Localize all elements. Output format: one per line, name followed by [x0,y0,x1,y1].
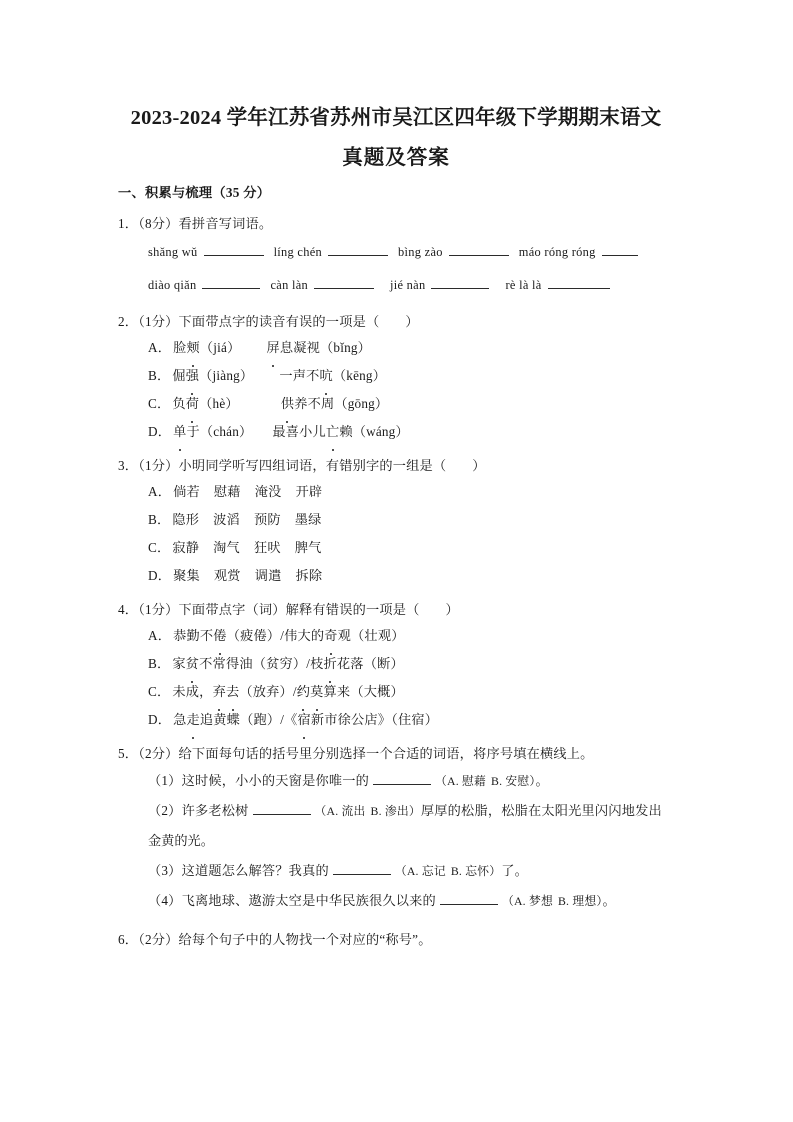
choice-b: B. 理想） [557,894,603,908]
question-5-item-1 [148,766,678,796]
answer-blank[interactable] [373,771,431,785]
choice-b: B. 忘怀） [450,864,502,878]
question-2-stem [118,311,678,332]
question-2-option-b[interactable] [148,362,678,390]
sub-text-after: 厚厚的松脂，松脂在太阳光里闪闪地发出 [420,803,662,818]
option-letter: B． [148,368,171,383]
sub-text-before: 许多老松树 [181,803,249,818]
word-item: 倘若 [173,484,200,499]
pinyin-cell [505,269,613,302]
answer-blank[interactable] [548,276,610,289]
question-1 [118,213,678,302]
question-2-option-a[interactable] [148,334,678,362]
choice-b: B. 安慰） [491,774,536,788]
pinyin-cell [390,269,493,302]
pinyin-cell [398,236,513,269]
question-4-number: 4． [118,602,139,617]
word-item: 聚集 [173,568,200,583]
option-letter: B． [148,656,171,671]
word-item: 脾气 [294,540,322,555]
question-5-item-4 [148,886,678,916]
pinyin-row-1 [148,236,678,269]
sub-choices [502,894,602,908]
question-3-option-d[interactable] [148,562,678,590]
option-left: 负荷（hè） [172,396,238,411]
sub-choices [435,774,535,788]
question-6-stem [118,929,678,950]
question-2-number: 2． [118,314,139,329]
question-1-text: （8分）看拼音写词语。 [138,216,273,231]
word-item: 寂静 [172,540,200,555]
word-item: 隐形 [172,512,200,527]
sub-choices [395,864,501,878]
option-right: 屏息凝视（bǐng） [266,334,371,362]
pinyin-text: rè là là [505,278,542,292]
option-right: 供养不周（gōng） [281,390,389,418]
option-letter: D． [148,568,172,583]
question-4-stem [118,599,678,620]
question-2-option-c[interactable] [148,390,678,418]
option-right: 一声不吭（kēng） [279,362,386,390]
option-letter: A． [148,484,172,499]
question-4-option-b[interactable] [148,650,678,678]
answer-blank[interactable] [431,276,489,289]
word-item: 墨绿 [294,512,322,527]
pinyin-text: jié nàn [390,278,426,292]
sub-index: （1） [148,773,182,788]
question-3-text-end: ） [472,458,486,473]
answer-blank[interactable] [333,861,391,875]
pinyin-cell [148,236,268,269]
answer-blank[interactable] [204,243,264,256]
word-item: 预防 [253,512,281,527]
sub-text-after: 。 [602,893,616,908]
title-line-1: 2023-2024 学年江苏省苏州市吴江区四年级下学期期末语文 [130,107,662,129]
sub-choices [315,804,421,818]
question-3-option-c[interactable] [148,534,678,562]
question-6-number: 6． [118,932,139,947]
word-item: 狂吠 [253,540,281,555]
word-item: 调遣 [254,568,282,583]
option-letter: D． [148,424,172,439]
option-right: 最喜小儿亡赖（wáng） [272,418,408,446]
sub-index: （4） [148,893,182,908]
exam-content [118,182,678,953]
sub-index: （3） [148,863,182,878]
pinyin-text: càn làn [270,278,308,292]
title-line-2: 真题及答案 [342,147,450,169]
answer-blank[interactable] [449,243,509,256]
choice-a: （A. 流出 [314,804,366,818]
pinyin-cell [270,269,378,302]
question-5-text: （2分）给下面每句话的括号里分别选择一个合适的词语，将序号填在横线上。 [138,746,594,761]
option-letter: D． [148,712,172,727]
sub-text-before: 这道题怎么解答？我真的 [181,863,329,878]
question-2-option-d[interactable] [148,418,678,446]
sub-text-after: 。 [535,773,549,788]
answer-blank[interactable] [440,891,498,905]
question-4-text: （1分）下面带点字（词）解释有错误的一项是（ [138,602,420,617]
word-item: 波滔 [213,512,240,527]
answer-blank[interactable] [253,801,311,815]
word-item: 观赏 [213,568,241,583]
option-letter: C． [148,396,171,411]
question-5-item-2-continued: 金黄的光。 [148,833,214,848]
option-letter: C． [148,684,171,699]
question-3-stem [118,455,678,476]
question-6-text: （2分）给每个句子中的人物找一个对应的“称号”。 [138,932,432,947]
question-5-item-2 [148,796,678,826]
sub-text-before: 这时候，小小的天窗是你唯一的 [181,773,370,788]
answer-blank[interactable] [202,276,260,289]
word-item: 拆除 [295,568,323,583]
question-2-text-end: ） [405,314,419,329]
question-3-option-a[interactable] [148,478,678,506]
question-4-text-end: ） [445,602,459,617]
answer-blank[interactable] [602,243,638,256]
pinyin-cell [274,236,392,269]
question-3-option-b[interactable] [148,506,678,534]
question-5-stem [118,743,678,764]
sub-text-before: 飞离地球、遨游太空是中华民族很久以来的 [181,893,436,908]
option-text: 恭勤不倦（疲倦）/伟大的奇观（壮观） [173,628,404,643]
pinyin-text: diào qiǎn [148,278,197,292]
question-2-text: （1分）下面带点字的读音有误的一项是（ [138,314,380,329]
choice-b: B. 渗出） [370,804,421,818]
question-6 [118,929,678,950]
word-item: 淹没 [254,484,282,499]
word-item: 开辟 [295,484,323,499]
word-item: 淘气 [213,540,240,555]
option-left: 单于（chán） [173,424,252,439]
option-text: 家贫不常得油（贫穷）/枝折花落（断） [172,656,403,671]
pinyin-row-2 [148,269,678,302]
question-4-option-c[interactable] [148,678,678,706]
word-item: 慰藉 [213,484,241,499]
question-1-stem [118,213,678,234]
pinyin-text: shǎng wǔ [148,245,198,259]
option-text: 未成，弃去（放弃）/约莫算来（大概） [172,684,403,699]
option-letter: A． [148,340,172,355]
option-letter: C． [148,540,171,555]
option-letter: A． [148,628,172,643]
pinyin-text: máo róng róng [518,245,596,259]
choice-a: （A. 忘记 [394,864,446,878]
question-5 [118,743,678,916]
page-title [96,98,696,178]
option-left: 倔强（jiàng） [172,368,253,383]
question-4 [118,599,678,734]
pinyin-cell [148,269,264,302]
pinyin-text: bìng zào [398,245,443,259]
answer-blank[interactable] [314,276,374,289]
pinyin-cell [519,236,642,269]
option-letter: B． [148,512,171,527]
question-3-number: 3． [118,458,139,473]
choice-a: （A. 慰藉 [435,774,487,788]
question-3 [118,455,678,590]
question-3-text: （1分）小明同学听写四组词语，有错别字的一组是（ [138,458,447,473]
question-1-number: 1． [118,216,139,231]
choice-a: （A. 梦想 [501,894,553,908]
question-4-option-a[interactable] [148,622,678,650]
answer-blank[interactable] [328,243,388,256]
sub-text-after: 了。 [501,863,528,878]
question-5-number: 5． [118,746,139,761]
section-heading: 一、积累与梳理（35 分） [118,185,271,200]
question-5-item-3 [148,856,678,886]
question-2 [118,311,678,446]
option-left: 脸颊（jiá） [173,340,240,355]
pinyin-text: líng chén [273,245,323,259]
option-text: 急走追黄蝶（跑）/《宿新市徐公店》（住宿） [173,712,438,727]
sub-index: （2） [148,803,182,818]
question-4-option-d[interactable] [148,706,678,734]
